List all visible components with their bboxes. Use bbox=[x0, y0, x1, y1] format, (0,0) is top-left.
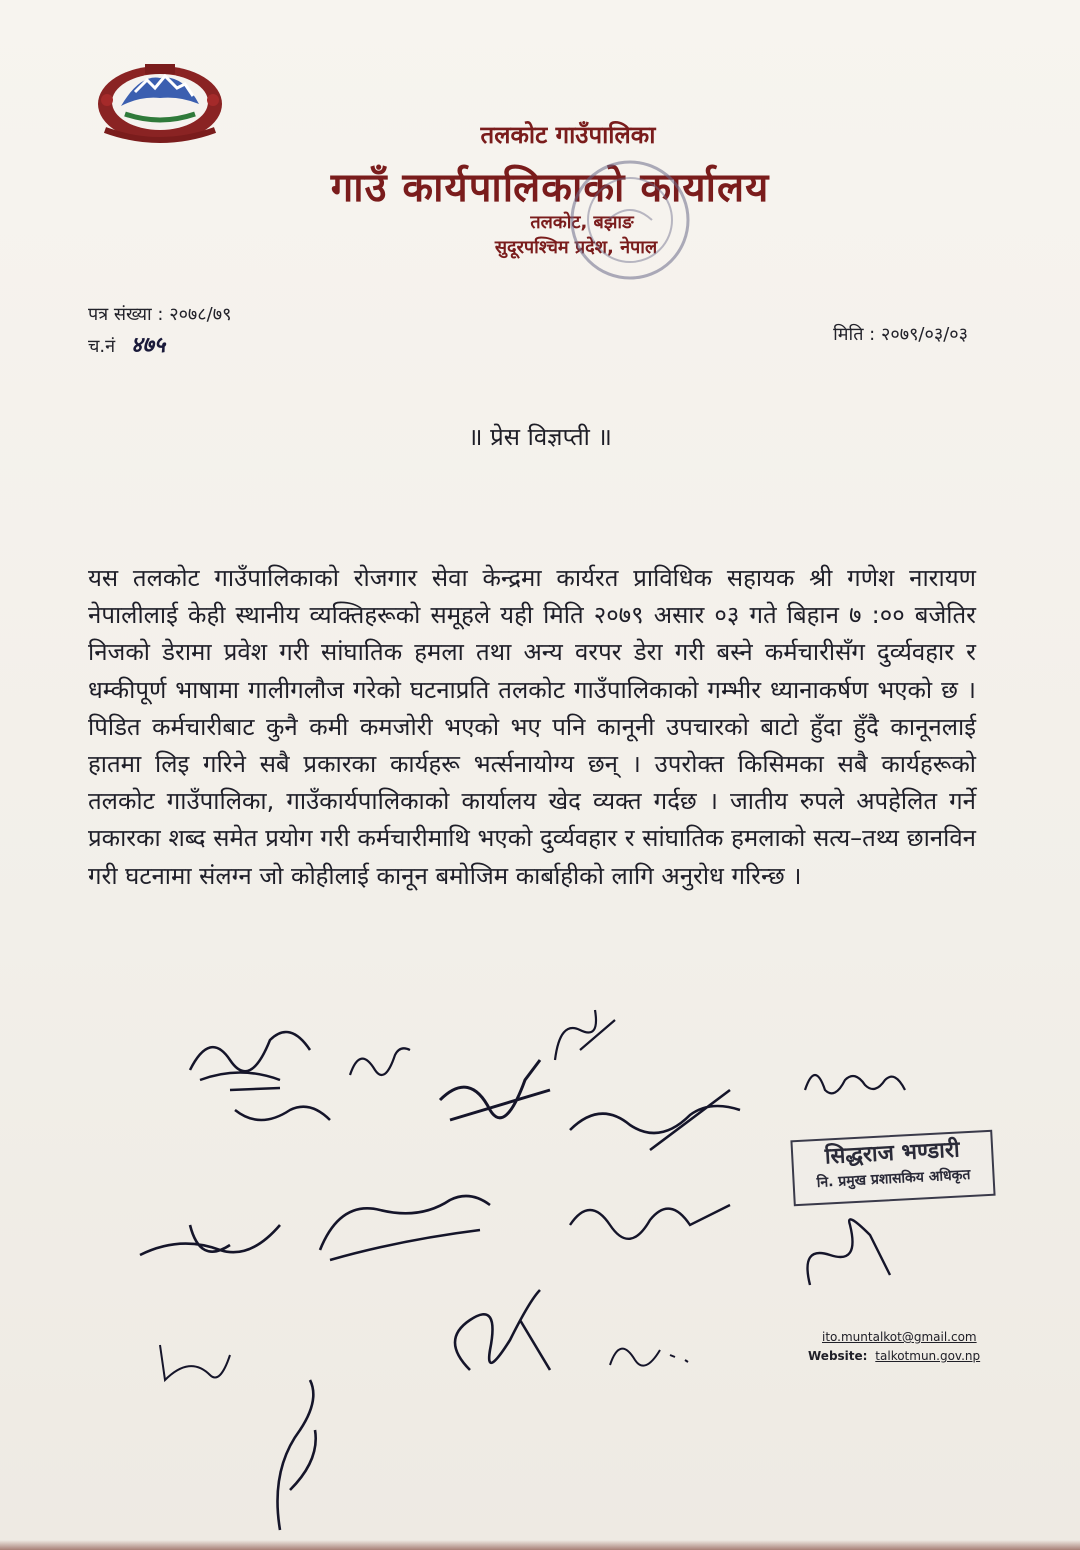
nepal-emblem-icon bbox=[85, 52, 235, 152]
signatures-area bbox=[0, 990, 1080, 1550]
signature-mark bbox=[260, 1370, 340, 1540]
press-release-title: ॥ प्रेस विज्ञप्ती ॥ bbox=[468, 423, 612, 451]
website-label: Website: bbox=[808, 1349, 868, 1363]
date bbox=[833, 322, 968, 346]
signature-mark bbox=[600, 1325, 700, 1385]
reference-block bbox=[88, 300, 231, 360]
signature-mark bbox=[560, 1080, 750, 1160]
signature-mark bbox=[130, 1205, 290, 1275]
letter-number-label: पत्र संख्या : bbox=[88, 304, 164, 325]
office-address-province: सुदूरपश्चिम प्रदेश, नेपाल bbox=[494, 237, 658, 258]
date-value: २०७९/०३/०३ bbox=[880, 324, 968, 345]
contact-info bbox=[808, 1328, 980, 1366]
signature-mark bbox=[150, 1325, 240, 1395]
signatory-stamp bbox=[790, 1130, 995, 1206]
signature-mark bbox=[300, 1180, 500, 1270]
signature-mark bbox=[540, 1000, 630, 1080]
signatory-designation: नि. प्रमुख प्रशासकिय अधिकृत bbox=[816, 1166, 971, 1192]
office-address-local: तलकोट, बझाङ bbox=[530, 212, 634, 233]
page-bottom-edge bbox=[0, 1540, 1080, 1550]
office-name: गाउँ कार्यपालिकाको कार्यालय bbox=[330, 165, 770, 211]
signature-mark bbox=[560, 1185, 740, 1265]
signature-mark bbox=[220, 1070, 340, 1140]
dispatch-number-value: ४७५ bbox=[130, 332, 166, 358]
letter-number-value: २०७८/७९ bbox=[169, 304, 232, 325]
dispatch-number-label: च.नं bbox=[88, 336, 116, 357]
signature-mark bbox=[340, 1035, 420, 1095]
letter-number bbox=[88, 300, 231, 330]
office-seal-icon bbox=[560, 150, 700, 290]
date-label: मिति : bbox=[833, 324, 876, 345]
signatory-name: सिद्धराज भण्डारी bbox=[824, 1137, 961, 1170]
contact-email[interactable]: ito.muntalkot@gmail.com bbox=[822, 1330, 977, 1344]
press-release-body: यस तलकोट गाउँपालिकाको रोजगार सेवा केन्द्रमा कार्यरत प्राविधिक सहायक श्री गणेश नारायण नेपालीलाई केही स्थानीय व्यक्तिहरूको समूहले यही मिति २०७९ असार ०३ गते बिहान ७ :०० बजेतिर निजको डेरामा प्रवेश गरी सांघातिक हमला तथा अन्य वरपर डेरा गरी बस्ने कर्मचारीसँग दुर्व्यवहार र धम्कीपूर्ण भाषामा गालीगलौज गरेको घटनाप्रति तलकोट गाउँपालिकाको गम्भीर ध्यानाकर्षण भएको छ । पिडित कर्मचारीबाट कुनै कमी कमजोरी भएको भए पनि कानूनी उपचारको बाटो हुँदा हुँदै कानूनलाई हातमा लिइ गरिने सबै प्रकारका कार्यहरू भर्त्सनायोग्य छन् । उपरोक्त किसिमका सबै कार्यहरूको तलकोट गाउँपालिका, गाउँकार्यपालिकाको कार्यालय खेद व्यक्त गर्दछ । जातीय रुपले अपहेलित गर्ने प्रकारका शब्द समेत प्रयोग गरी कर्मचारीमाथि भएको दुर्व्यवहार र सांघातिक हमलाको सत्य–तथ्य छानविन गरी घटनामा संलग्न जो कोहीलाई कानून बमोजिम कार्बाहीको लागि अनुरोध गरिन्छ । bbox=[88, 564, 976, 890]
signature-mark bbox=[430, 1280, 560, 1390]
website-link[interactable]: talkotmun.gov.np bbox=[875, 1349, 981, 1363]
municipality-name: तलकोट गाउँपालिका bbox=[480, 121, 656, 149]
dispatch-number bbox=[88, 330, 231, 360]
signature-mark bbox=[795, 1050, 915, 1110]
signature-mark bbox=[790, 1205, 900, 1305]
